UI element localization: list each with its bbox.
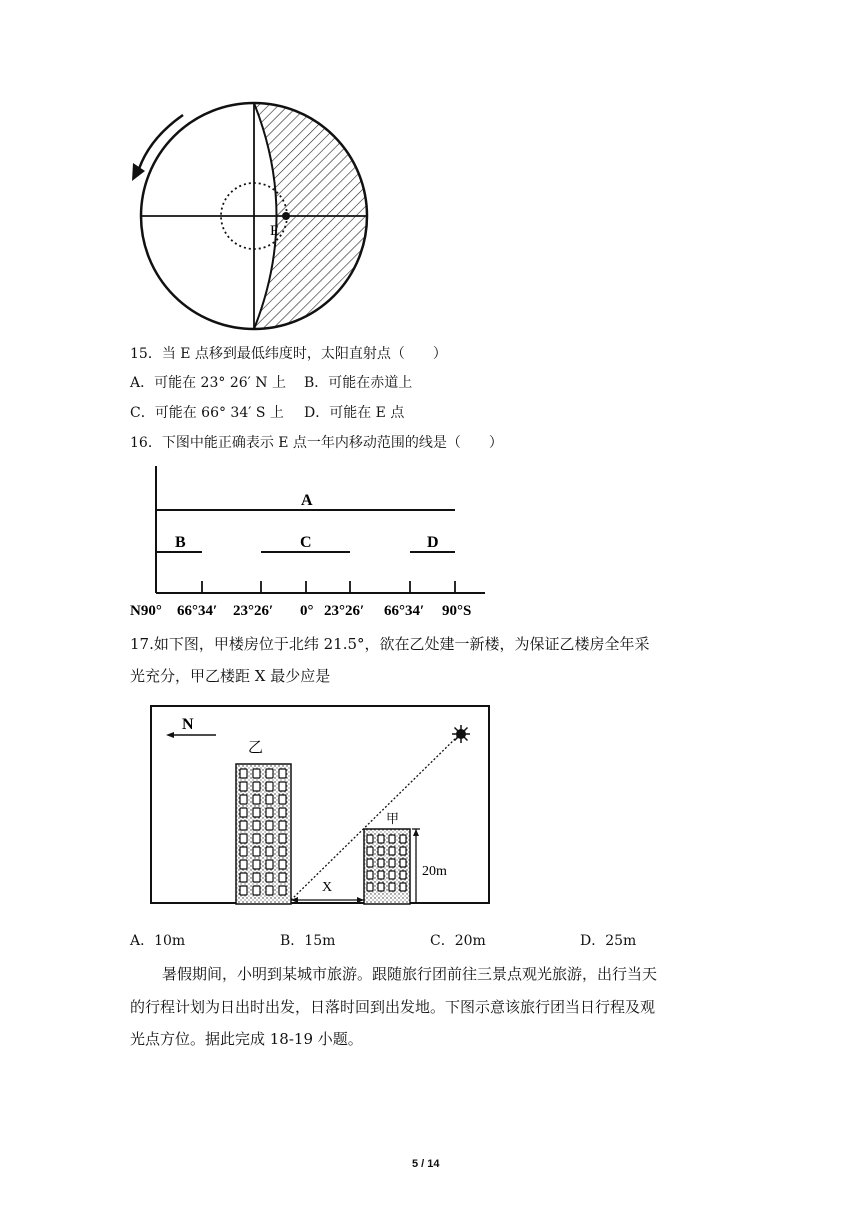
window [389, 883, 395, 891]
window [240, 782, 247, 791]
point-e-label: E [270, 223, 280, 239]
q15-option-d: D．可能在 E 点 [304, 405, 405, 421]
q15-option-c: C．可能在 66° 34′ S 上 [130, 405, 284, 421]
tick-label-66n: 66°34′ [177, 603, 218, 619]
window [378, 835, 384, 843]
window [367, 835, 373, 843]
window [279, 886, 286, 895]
tick-label-s90: 90°S [442, 603, 472, 619]
window [240, 834, 247, 843]
building-jia-label: 甲 [386, 811, 400, 826]
window [400, 871, 406, 879]
sun-icon [452, 725, 470, 743]
window [367, 859, 373, 867]
window [240, 886, 247, 895]
window [240, 873, 247, 882]
window [266, 821, 273, 830]
window [240, 808, 247, 817]
label-a: A [301, 492, 313, 509]
window [389, 871, 395, 879]
window [400, 835, 406, 843]
window [266, 795, 273, 804]
tick-label-0: 0° [300, 603, 314, 619]
window [266, 834, 273, 843]
window [279, 821, 286, 830]
page-number: 5 / 14 [412, 1158, 440, 1170]
passage-line3: 光点方位。据此完成 18-19 小题。 [130, 1030, 363, 1048]
window [378, 871, 384, 879]
north-label: N [182, 716, 194, 733]
window [253, 834, 260, 843]
window [367, 847, 373, 855]
window [367, 883, 373, 891]
distance-x-label: X [322, 880, 333, 895]
window [253, 821, 260, 830]
window [253, 782, 260, 791]
window [279, 847, 286, 856]
window [266, 847, 273, 856]
window [266, 808, 273, 817]
window [253, 808, 260, 817]
window [279, 782, 286, 791]
label-c: C [300, 534, 312, 551]
window [266, 782, 273, 791]
window [279, 860, 286, 869]
window [378, 847, 384, 855]
window [279, 769, 286, 778]
building-shadow-diagram [150, 705, 492, 910]
window [240, 860, 247, 869]
window [389, 847, 395, 855]
q17-option-b: B．15m [280, 933, 336, 949]
label-d: D [427, 534, 439, 551]
window [400, 847, 406, 855]
tick-label-23n: 23°26′ [233, 603, 274, 619]
window [367, 871, 373, 879]
passage-line2: 的行程计划为日出时出发，日落时回到出发地。下图示意该旅行团当日行程及观 [130, 998, 656, 1016]
q17-stem-line1: 17.如下图，甲楼房位于北纬 21.5°，欲在乙处建一新楼，为保证乙楼房全年采 [130, 635, 650, 653]
window [266, 769, 273, 778]
window [266, 873, 273, 882]
building-yi-label: 乙 [248, 740, 264, 756]
window [378, 859, 384, 867]
window [389, 859, 395, 867]
q15-option-a: A．可能在 23° 26′ N 上 [130, 375, 286, 391]
window [279, 795, 286, 804]
window [253, 795, 260, 804]
q15-option-b: B．可能在赤道上 [304, 375, 413, 391]
window [240, 769, 247, 778]
passage-line1: 暑假期间，小明到某城市旅游。跟随旅行团前往三景点观光旅游，出行当天 [162, 965, 658, 983]
window [400, 859, 406, 867]
window [253, 886, 260, 895]
window [253, 873, 260, 882]
window [389, 835, 395, 843]
window [400, 883, 406, 891]
q15-stem: 15．当 E 点移到最低纬度时，太阳直射点（ ） [130, 346, 447, 362]
q16-stem: 16．下图中能正确表示 E 点一年内移动范围的线是（ ） [130, 435, 503, 451]
window [279, 834, 286, 843]
latitude-range-diagram [125, 462, 505, 622]
label-b: B [175, 534, 186, 551]
tick-label-66s: 66°34′ [384, 603, 425, 619]
window [279, 808, 286, 817]
q17-stem-line2: 光充分，甲乙楼距 X 最少应是 [130, 667, 331, 685]
window [253, 860, 260, 869]
window [266, 886, 273, 895]
tick-label-23s: 23°26′ [324, 603, 365, 619]
window [240, 847, 247, 856]
q17-option-d: D．25m [580, 933, 637, 949]
window [240, 821, 247, 830]
window [279, 873, 286, 882]
window [253, 847, 260, 856]
tick-label-n90: N90° [130, 603, 162, 619]
window [240, 795, 247, 804]
height-label: 20m [422, 864, 447, 879]
q17-option-a: A．10m [130, 933, 186, 949]
q17-option-c: C．20m [430, 933, 486, 949]
window [253, 769, 260, 778]
window [378, 883, 384, 891]
window [266, 860, 273, 869]
globe-diagram [120, 95, 380, 340]
